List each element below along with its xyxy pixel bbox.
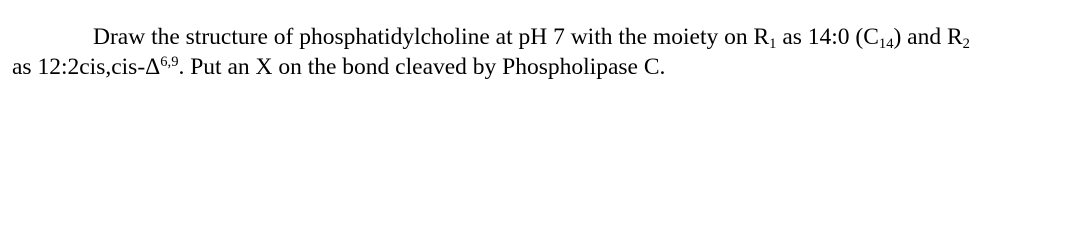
r2-subscript: 2 (962, 36, 970, 53)
delta-superscript: 6,9 (160, 54, 179, 70)
line1-text-c: ) and R (893, 24, 963, 50)
line2-text-a: as 12:2cis,cis-Δ (12, 54, 161, 80)
r1-subscript: 1 (769, 36, 777, 53)
line1-text-b: as 14:0 (C (776, 24, 879, 50)
line2-text-b: . Put an X on the bond cleaved by Phospholipase C. (178, 54, 666, 80)
question-line-1 (12, 22, 1082, 52)
line1-text-a: Draw the structure of phosphatidylcholine at pH 7 with the moiety on R (93, 24, 770, 50)
question-text (12, 22, 1082, 82)
question-line-2 (12, 52, 1082, 82)
c14-subscript: 14 (878, 36, 894, 53)
